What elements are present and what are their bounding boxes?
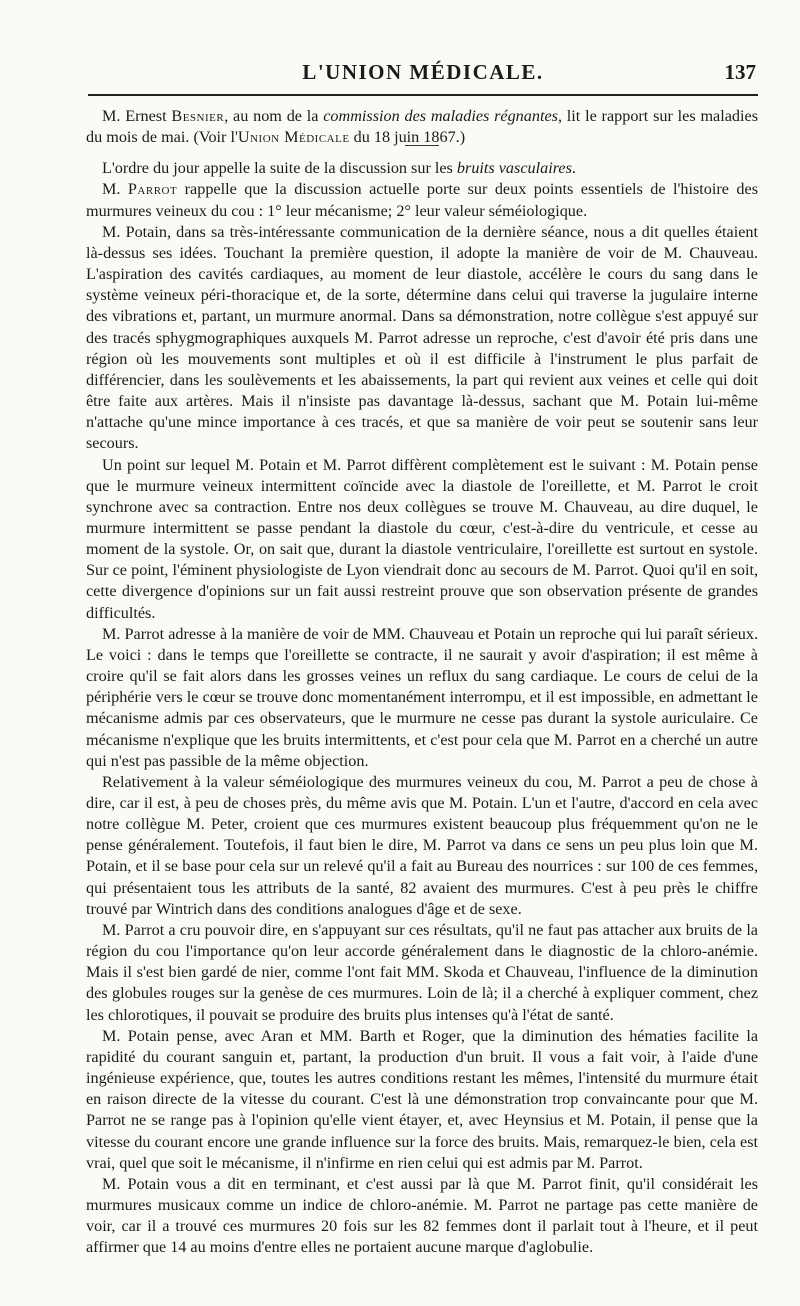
- section-separator: [405, 145, 439, 147]
- article-body: [86, 106, 758, 1258]
- paragraph: [86, 772, 758, 920]
- page-number: 137: [724, 60, 756, 84]
- text-run: .: [571, 159, 576, 178]
- text-run: M. Parrot adresse à la manière de voir de MM. Chauveau et Potain un reproche qui lui paraît sérieux. Le voici : dans le temps que l'oreillette se contracte, il ne saurait y avoir d'aspiration; il est même à croire qu'il se fait alors dans les grosses veines un reflux du sang cardiaque. Le cours de celui de la périphérie vers le cœur se trouve donc momentanément interrompu, et il est impossible, en admettant le mécanisme admis par ces observateurs, que le murmure ne cesse pas durant la systole auriculaire. Ce mécanisme n'explique que les bruits intermittents, et c'est pour cela que M. Parrot en a cherché un autre qui n'est pas passible de la même objection.: [86, 624, 758, 770]
- text-run: , au nom de la: [224, 107, 324, 125]
- small-caps-text: Union Médicale: [237, 128, 350, 147]
- paragraph: [86, 179, 758, 221]
- paragraph: [86, 624, 758, 772]
- paragraph: [86, 158, 758, 179]
- paragraph: [86, 1026, 758, 1174]
- text-run: Relativement à la valeur séméiologique des murmures veineux du cou, M. Parrot a peu de chose à dire, car il est, à peu de choses près, du même avis que M. Potain. L'un et l'autre, d'accord en cela avec notre collègue M. Peter, croient que ces murmures existent beaucoup plus fréquemment qu'on ne le pense généralement. Toutefois, il faut bien le dire, M. Parrot va dans ce sens un peu plus loin que M. Potain, et il se base pour cela sur un relevé qu'il a fait au Bureau des nourrices : sur 100 de ces femmes, qui présentaient tous les attributs de la santé, 82 avaient des murmures. C'est à peu près le chiffre trouvé par Wintrich dans des conditions analogues d'âge et de sexe.: [86, 772, 758, 918]
- paragraph: [86, 1174, 758, 1259]
- paragraph: [86, 455, 758, 624]
- text-run: M. Potain pense, avec Aran et MM. Barth et Roger, que la diminution des hématies facilite la rapidité du courant sanguin et, partant, la production d'un bruit. Il vous a fait voir, à l'aide d'une ingénieuse expérience, que, toutes les autres conditions restant les mêmes, l'intensité du murmure était en raison directe de la vitesse du courant. C'est là une démonstration trop convaincante pour que M. Parrot ne se range pas à l'opinion qu'elle vient étayer, et, avec Heynsius et M. Potain, il pense que la vitesse du courant encore une grande influence sur la force des bruits. Mais, remarquez-le bien, cela est vrai, quel que soit le mécanisme, il n'infirme en rien celui qui est admis par M. Parrot.: [86, 1026, 758, 1172]
- text-run: M.: [102, 180, 128, 199]
- paragraph: [86, 106, 758, 148]
- text-run: L'ordre du jour appelle la suite de la discussion sur les: [102, 159, 457, 178]
- small-caps-text: Besnier: [171, 107, 225, 125]
- text-run: M. Potain, dans sa très-intéressante communication de la dernière séance, nous a dit quelles étaient là-dessus ses idées. Touchant la première question, il adopte la manière de voir de M. Chauveau. L'aspiration des cavités cardiaques, au moment de leur diastole, accélère le cours du sang dans le système veineux péri-thoracique et, de la sorte, détermine dans celui qui traverse la jugulaire interne des vibrations et, partant, un murmure anormal. Dans sa démonstration, notre collègue s'est appuyé sur des tracés sphygmographiques auxquels M. Parrot adresse un reproche, c'est d'avoir été pris dans une région où les mouvements sont multiples et où il est difficile à l'instrument le plus parfait de différencier, dans les soulèvements et les abaissements, la part qui revient aux veines et celle qui doit être faite aux artères. Mais il n'insiste pas davantage là-dessus, sachant que M. Potain lui-même n'attache qu'une mince importance à ces tracés, et que sa manière de voir peut se soutenir sans leur secours.: [86, 222, 758, 453]
- text-run: M. Ernest: [102, 107, 172, 125]
- small-caps-text: Parrot: [127, 180, 178, 199]
- text-run: M. Potain vous a dit en terminant, et c'est aussi par là que M. Parrot finit, qu'il considérait les murmures musicaux comme un indice de chloro-anémie. M. Parrot ne partage pas cette manière de voir, car il a trouvé ces murmures 20 fois sur les 82 femmes dont il parlait tout à l'heure, et il peut affirmer que 14 au moins d'entre elles ne portaient aucune marque d'aglobulie.: [86, 1174, 758, 1257]
- italic-text: commission des maladies régnantes: [323, 107, 558, 125]
- text-run: rappelle que la discussion actuelle porte sur deux points essentiels de l'histoire des murmures veineux du cou : 1° leur mécanisme; 2° leur valeur séméiologique.: [86, 180, 758, 220]
- journal-title: L'UNION MÉDICALE.: [302, 60, 544, 84]
- text-run: Un point sur lequel M. Potain et M. Parrot diffèrent complètement est le suivant : M. Potain pense que le murmure veineux intermittent coïncide avec la diastole de l'oreillette, et M. Parrot le croit synchrone avec sa contraction. Entre nos deux collègues se trouve M. Chauveau, au dire duquel, le murmure intermittent se passe pendant la diastole du cœur, c'est-à-dire du ventricule, et cesse au moment de la systole. Or, on sait que, durant la diastole ventriculaire, l'oreillette est surtout en systole. Sur ce point, l'éminent physiologiste de Lyon viendrait donc au secours de M. Parrot. Quoi qu'il en soit, cette divergence d'opinions sur un fait aussi restreint prouve que son observation présente de grandes difficultés.: [86, 455, 758, 622]
- header-rule: [88, 94, 758, 96]
- text-run: M. Parrot a cru pouvoir dire, en s'appuyant sur ces résultats, qu'il ne faut pas attacher aux bruits de la région du cou l'importance qu'on leur accorde généralement dans le diagnostic de la chloro-anémie. Mais il s'est bien gardé de nier, comme l'ont fait MM. Skoda et Chauveau, l'influence de la diminution des globules rouges sur la genèse de ces murmures. Loin de là; il a cherché à expliquer comment, chez les chlorotiques, il pouvait se produire des bruits plus intenses qu'à l'état de santé.: [86, 920, 758, 1024]
- italic-text: bruits vasculaires: [456, 159, 572, 178]
- paragraph: [86, 920, 758, 1026]
- text-run: du 18 juin 1867.): [349, 128, 466, 147]
- text-run: , lit le rapport sur les maladies du mois de mai. (Voir l': [86, 107, 758, 147]
- paragraph: [86, 222, 758, 455]
- running-header: [88, 58, 758, 90]
